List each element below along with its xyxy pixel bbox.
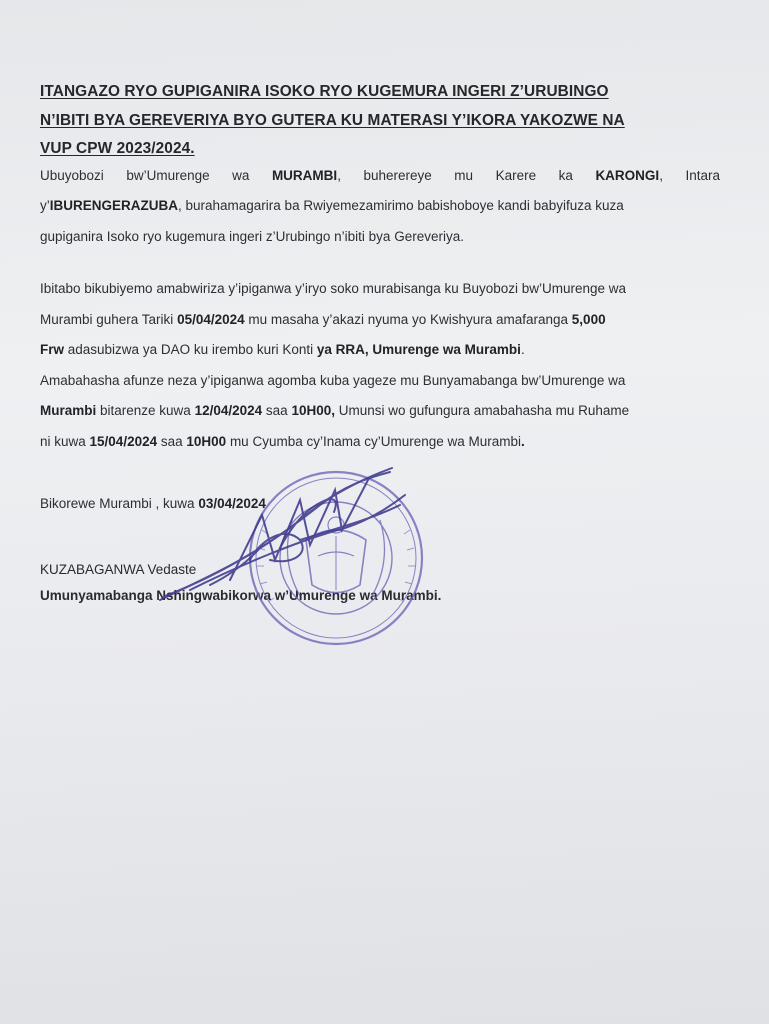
text-segment: , buherereye mu Karere ka xyxy=(337,167,596,183)
start-date: 05/04/2024 xyxy=(177,311,245,327)
paragraph-line xyxy=(40,427,720,458)
text-segment: Murambi guhera Tariki xyxy=(40,311,178,327)
text-segment: . xyxy=(520,342,525,357)
signatory-title: Umunyamabanga Nshingwabikorwa w’Umurenge wa Murambi. xyxy=(40,587,442,603)
issue-date: 03/04/2024 xyxy=(198,496,266,511)
paragraph-invitation xyxy=(40,161,720,253)
paragraph-line xyxy=(40,161,720,192)
paragraph-submission xyxy=(40,366,720,458)
paragraph-line: gupiganira Isoko ryo kugemura ingeri z’Urubingo n’ibiti bya Gereveriya. xyxy=(40,228,464,244)
paragraph-line: Ibitabo bikubiyemo amabwiriza y’ipiganwa y’iryo soko murabisanga ku Buyobozi bw’Umurenge wa xyxy=(40,281,627,296)
text-segment: bitarenze kuwa xyxy=(96,403,195,418)
opening-time: 10H00 xyxy=(186,433,227,449)
paragraph-line xyxy=(40,335,720,366)
signatory-name: KUZABAGANWA Vedaste xyxy=(40,561,197,577)
issue-date-line xyxy=(40,489,720,520)
paragraph-line xyxy=(40,396,720,427)
text-segment: mu Cyumba cy’Inama cy’Umurenge wa Murambi xyxy=(226,433,522,449)
district-name: KARONGI xyxy=(595,167,660,183)
title-line-2: N’IBITI BYA GEREVERIYA BYO GUTERA KU MATERASI Y’IKORA YAKOZWE NA xyxy=(40,111,625,129)
text-segment: Bikorewe Murambi , kuwa xyxy=(40,496,199,511)
paragraph-line xyxy=(40,191,720,222)
text-segment: saa xyxy=(157,433,187,449)
sector-name: Murambi xyxy=(40,403,97,418)
text-segment: , Intara xyxy=(659,167,720,183)
paragraph-line xyxy=(40,305,720,336)
text-segment: saa xyxy=(262,403,292,418)
text-segment: . xyxy=(521,433,525,449)
text-segment: ni kuwa xyxy=(40,433,90,449)
title-line-3: VUP CPW 2023/2024. xyxy=(40,140,195,157)
text-segment: adasubizwa ya DAO ku irembo kuri Konti xyxy=(64,342,317,357)
announcement-title xyxy=(40,78,720,164)
announcement-body xyxy=(40,78,720,609)
paragraph-documents xyxy=(40,274,720,366)
province-name: IBURENGERAZUBA xyxy=(49,198,178,213)
text-segment: Umunsi wo gufungura amabahasha mu Ruhame xyxy=(334,403,630,418)
title-line-1: ITANGAZO RYO GUPIGANIRA ISOKO RYO KUGEMURA INGERI Z’URUBINGO xyxy=(40,83,609,100)
text-segment: mu masaha y’akazi nyuma yo Kwishyura amafaranga xyxy=(244,311,572,327)
text-segment: y’ xyxy=(40,198,50,213)
deadline-date: 12/04/2024 xyxy=(194,403,263,418)
fee-amount: 5,000 xyxy=(571,311,606,327)
paragraph-line xyxy=(40,489,720,520)
text-segment: Ubuyobozi bw’Umurenge wa xyxy=(40,167,272,183)
sector-name: MURAMBI xyxy=(271,167,338,183)
paragraph-line: Amabahasha afunze neza y’ipiganwa agomba kuba yageze mu Bunyamabanga bw’Umurenge wa xyxy=(40,372,626,388)
opening-date: 15/04/2024 xyxy=(89,433,158,449)
deadline-time: 10H00, xyxy=(291,403,335,418)
account-name: ya RRA, Umurenge wa Murambi xyxy=(316,342,521,357)
text-segment: , burahamagarira ba Rwiyemezamirimo babishoboye kandi babyifuza kuza xyxy=(178,198,624,213)
currency: Frw xyxy=(40,342,65,357)
